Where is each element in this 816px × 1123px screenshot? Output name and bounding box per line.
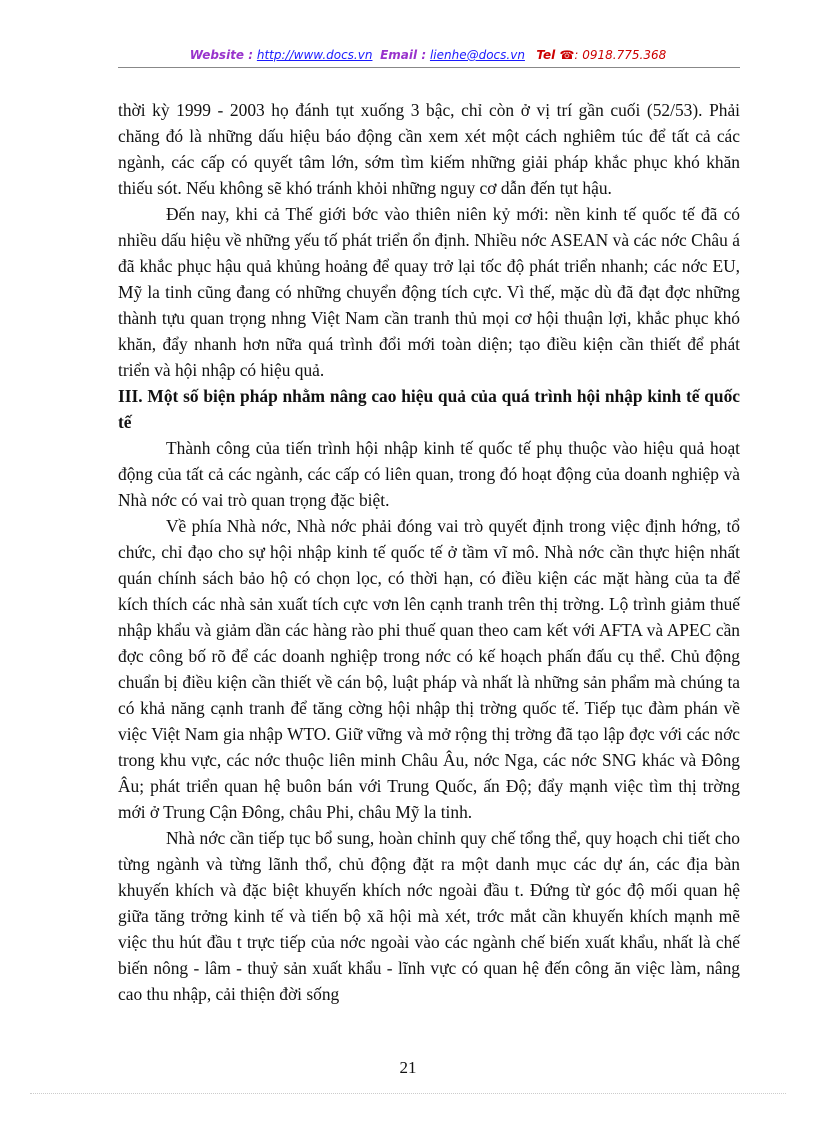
paragraph-2: Đến nay, khi cả Thế giới bớc vào thiên niên kỷ mới: nền kinh tế quốc tế đã có nhiều dấu hiệu về những yếu tố phát triển ổn định. Nhiều nớc ASEAN và các nớc Châu á đã khắc phục hậu quả khủng hoảng để quay trở lại tốc độ phát triển nhanh; các nớc EU, Mỹ la tinh cũng đang có những chuyển động tích cực. Vì thế, mặc dù đã đạt đợc những thành tựu quan trọng nhng Việt Nam cần tranh thủ mọi cơ hội thuận lợi, khắc phục khó khăn, đẩy nhanh hơn nữa quá trình đổi mới toàn diện; tạo điều kiện cần thiết để phát triển và hội nhập có hiệu quả. [118,204,740,380]
phone-number: : 0918.775.368 [574,48,667,62]
paragraph-1: thời kỳ 1999 - 2003 họ đánh tụt xuống 3 bậc, chỉ còn ở vị trí gần cuối (52/53). Phải chăng đó là những dấu hiệu báo động cần xem xét một cách nghiêm túc để tất cả các ngành, các cấp có quyết tâm lớn, sớm tìm kiếm những giải pháp khắc phục khó khăn thiếu sót. Nếu không sẽ khó tránh khỏi những nguy cơ dẫn đến tụt hậu. [118,100,740,198]
page-header [118,48,738,62]
paragraph-5: Nhà nớc cần tiếp tục bổ sung, hoàn chỉnh quy chế tổng thể, quy hoạch chi tiết cho từng ngành và từng lãnh thổ, chủ động đặt ra một danh mục các dự án, các địa bàn khuyến khích và đặc biệt khuyến khích nớc ngoài đầu t. Đứng từ góc độ mối quan hệ giữa tăng trởng kinh tế và tiến bộ xã hội mà xét, trớc mắt cần khuyến khích mạnh mẽ việc thu hút đầu t trực tiếp của nớc ngoài vào các ngành chế biến xuất khẩu, nhất là chế biến nông - lâm - thuỷ sản xuất khẩu - lĩnh vực có quan hệ đến công ăn việc làm, nâng cao thu nhập, cải thiện đời sống [118,828,740,1004]
website-label: Website : [189,48,254,62]
document-body [118,97,740,1007]
header-divider [118,67,740,68]
section-heading: III. Một số biện pháp nhằm nâng cao hiệu quả của quá trình hội nhập kinh tế quốc tế [118,386,740,432]
tel-label: Tel ☎ [536,48,575,62]
paragraph-3: Thành công của tiến trình hội nhập kinh tế quốc tế phụ thuộc vào hiệu quả hoạt động của tất cả các ngành, các cấp có liên quan, trong đó hoạt động của doanh nghiệp và Nhà nớc có vai trò quan trọng đặc biệt. [118,438,740,510]
footer-divider [30,1093,786,1094]
email-label: Email : [380,48,427,62]
paragraph-4: Về phía Nhà nớc, Nhà nớc phải đóng vai trò quyết định trong việc định hớng, tổ chức, chỉ đạo cho sự hội nhập kinh tế quốc tế ở tầm vĩ mô. Nhà nớc cần thực hiện nhất quán chính sách bảo hộ có chọn lọc, có thời hạn, có điều kiện các mặt hàng của ta để kích thích các nhà sản xuất tích cực vơn lên cạnh tranh trên thị trờng. Lộ trình giảm thuế nhập khẩu và giảm dần các hàng rào phi thuế quan theo cam kết với AFTA và APEC cần đợc công bố rõ để các doanh nghiệp trong nớc có kế hoạch phấn đấu cụ thể. Chủ động chuẩn bị điều kiện cần thiết về cán bộ, luật pháp và nhất là những sản phẩm mà chúng ta có khả năng cạnh tranh để tăng cờng hội nhập thị trờng quốc tế. Tiếp tục đàm phán về việc Việt Nam gia nhập WTO. Giữ vững và mở rộng thị trờng đã tạo lập đợc với các nớc trong khu vực, các nớc thuộc liên minh Châu Âu, nớc Nga, các nớc SNG khác và Đông Âu; phát triển quan hệ buôn bán với Trung Quốc, ấn Độ; đẩy mạnh việc tìm thị trờng mới ở Trung Cận Đông, châu Phi, châu Mỹ la tinh. [118,516,740,822]
page-number: 21 [399,1058,417,1077]
email-link[interactable]: lienhe@docs.vn [429,48,525,62]
website-link[interactable]: http://www.docs.vn [256,48,373,62]
